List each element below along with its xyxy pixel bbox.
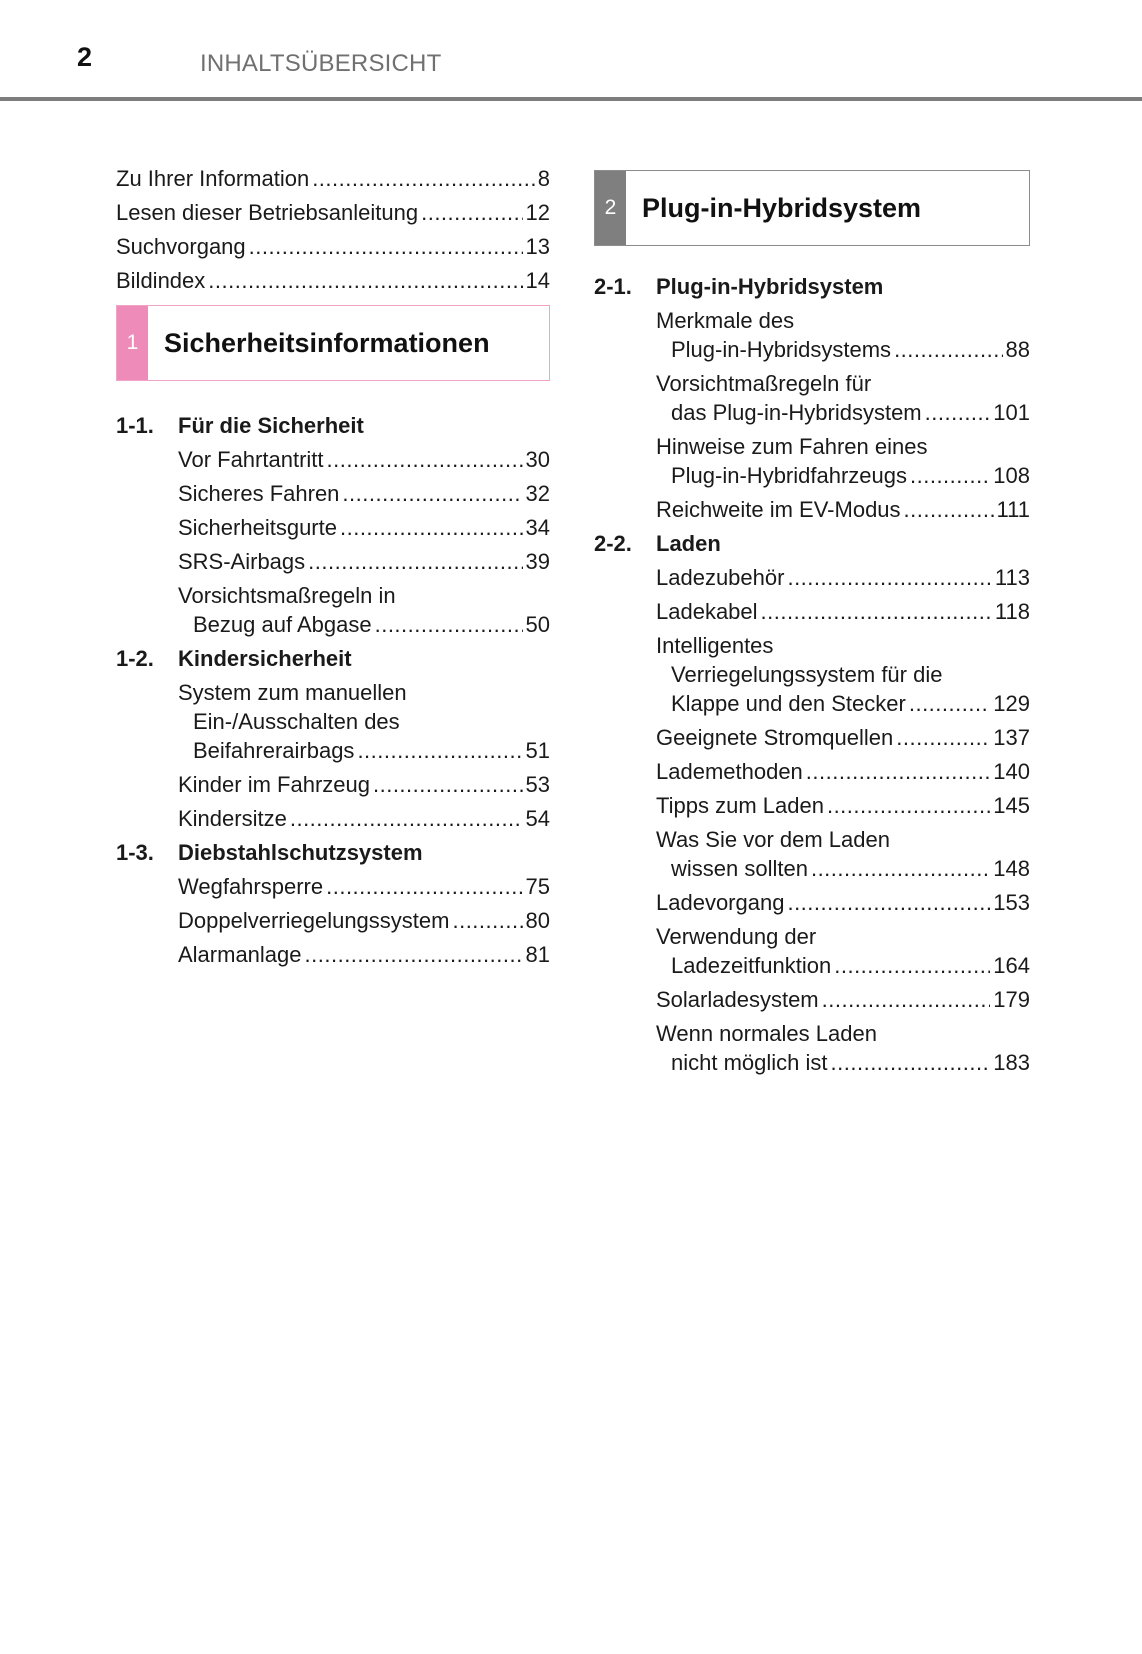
- dot-leader: [327, 445, 523, 474]
- toc-left-column: [116, 164, 550, 974]
- section-number: 2: [595, 171, 626, 245]
- page-header: [0, 0, 1142, 101]
- dot-leader: [373, 770, 523, 799]
- page-number: 2: [77, 42, 93, 72]
- entry-title: Ladezubehör: [656, 565, 785, 590]
- entry-title: Wegfahrsperre: [178, 874, 324, 899]
- entry-title: Ladevorgang: [656, 890, 785, 915]
- entry-page: 54: [525, 806, 550, 831]
- entry-title: Vor Fahrtantritt: [178, 447, 324, 472]
- toc-entry[interactable]: [178, 479, 550, 508]
- toc-entry-multiline[interactable]: [656, 432, 1030, 490]
- header-title: INHALTSÜBERSICHT: [200, 50, 442, 77]
- entry-page: 39: [525, 549, 550, 574]
- dot-leader: [831, 1048, 991, 1077]
- entry-title-line: Intelligentes: [656, 633, 774, 658]
- toc-entry[interactable]: [178, 804, 550, 833]
- entry-title: Alarmanlage: [178, 942, 302, 967]
- dot-leader: [342, 479, 522, 508]
- toc-entry[interactable]: [656, 723, 1030, 752]
- entry-title: Kindersitze: [178, 806, 287, 831]
- entry-page: 137: [993, 725, 1030, 750]
- entry-title-line: Wenn normales Laden: [656, 1021, 877, 1046]
- entry-page: 53: [525, 772, 550, 797]
- toc-entry[interactable]: [656, 495, 1030, 524]
- chapter-title: Diebstahlschutzsystem: [178, 840, 423, 865]
- entry-page: 12: [525, 200, 550, 225]
- dot-leader: [822, 985, 991, 1014]
- toc-entry[interactable]: [116, 164, 550, 193]
- entry-title: Solarladesystem: [656, 987, 819, 1012]
- entry-page: 88: [1005, 337, 1030, 362]
- entry-title: Reichweite im EV-Modus: [656, 497, 901, 522]
- dot-leader: [894, 335, 1002, 364]
- entry-title: Tipps zum Laden: [656, 793, 824, 818]
- toc-right-column: [594, 170, 1030, 1082]
- chapter-title: Kindersicherheit: [178, 646, 352, 671]
- entry-page: 75: [525, 874, 550, 899]
- dot-leader: [925, 398, 991, 427]
- toc-entry-multiline[interactable]: [178, 581, 550, 639]
- toc-entry[interactable]: [656, 985, 1030, 1014]
- toc-entry-multiline[interactable]: [656, 306, 1030, 364]
- dot-leader: [811, 854, 990, 883]
- entry-title-line: Ein-/Ausschalten des: [193, 709, 400, 734]
- chapter-number: 2-2.: [594, 531, 632, 556]
- entry-title: Sicherheitsgurte: [178, 515, 337, 540]
- chapter-heading[interactable]: [594, 529, 1030, 558]
- entry-title: Lesen dieser Betriebsanleitung: [116, 200, 419, 225]
- toc-entry-multiline[interactable]: [656, 825, 1030, 883]
- dot-leader: [340, 513, 523, 542]
- chapter-title: Plug-in-Hybridsystem: [656, 274, 884, 299]
- dot-leader: [326, 872, 522, 901]
- entry-page: 30: [525, 447, 550, 472]
- toc-entry[interactable]: [116, 266, 550, 295]
- entry-page: 140: [993, 759, 1030, 784]
- entry-title-line: Hinweise zum Fahren eines: [656, 434, 928, 459]
- toc-entry[interactable]: [178, 513, 550, 542]
- entry-title-line: Vorsichtsmaßregeln in: [178, 583, 396, 608]
- entry-page: 111: [996, 497, 1030, 522]
- entry-page: 32: [525, 481, 550, 506]
- entry-page: 80: [525, 908, 550, 933]
- section-title: Plug-in-Hybridsystem: [642, 192, 922, 223]
- entry-title-line: Vorsichtmaßregeln für: [656, 371, 872, 396]
- chapter-heading[interactable]: [116, 411, 550, 440]
- entry-title-line: Plug-in-Hybridfahrzeugs: [671, 463, 907, 488]
- toc-entry[interactable]: [656, 757, 1030, 786]
- entry-title: Geeignete Stromquellen: [656, 725, 894, 750]
- entry-page: 164: [993, 953, 1030, 978]
- dot-leader: [305, 940, 523, 969]
- dot-leader: [452, 906, 522, 935]
- entry-page: 13: [525, 234, 550, 259]
- entry-page: 145: [993, 793, 1030, 818]
- toc-entry-multiline[interactable]: [656, 922, 1030, 980]
- entry-title: Sicheres Fahren: [178, 481, 340, 506]
- entry-page: 183: [993, 1050, 1030, 1075]
- dot-leader: [827, 791, 990, 820]
- toc-entry[interactable]: [178, 906, 550, 935]
- entry-page: 113: [994, 565, 1030, 590]
- toc-entry-multiline[interactable]: [656, 631, 1030, 718]
- toc-entry-multiline[interactable]: [178, 678, 550, 765]
- entry-title: Kinder im Fahrzeug: [178, 772, 370, 797]
- dot-leader: [806, 757, 990, 786]
- dot-leader: [208, 266, 522, 295]
- toc-entry[interactable]: [178, 770, 550, 799]
- toc-entry[interactable]: [656, 791, 1030, 820]
- dot-leader: [834, 951, 990, 980]
- dot-leader: [312, 164, 535, 193]
- dot-leader: [909, 689, 990, 718]
- chapter-number: 1-3.: [116, 840, 154, 865]
- toc-entry[interactable]: [656, 888, 1030, 917]
- toc-entry[interactable]: [178, 547, 550, 576]
- dot-leader: [308, 547, 522, 576]
- section-2-heading[interactable]: [594, 170, 1030, 246]
- entry-page: 148: [993, 856, 1030, 881]
- toc-entry[interactable]: [178, 872, 550, 901]
- toc-entry[interactable]: [656, 597, 1030, 626]
- dot-leader: [787, 563, 991, 592]
- dot-leader: [787, 888, 990, 917]
- toc-entry[interactable]: [178, 940, 550, 969]
- entry-title-line: Ladezeitfunktion: [671, 953, 832, 978]
- entry-title-line: Was Sie vor dem Laden: [656, 827, 890, 852]
- dot-leader: [896, 723, 990, 752]
- entry-page: 179: [993, 987, 1030, 1012]
- entry-page: 129: [993, 691, 1030, 716]
- entry-page: 14: [525, 268, 550, 293]
- toc-entry[interactable]: [178, 445, 550, 474]
- toc-entry-multiline[interactable]: [656, 1019, 1030, 1077]
- entry-title-line: wissen sollten: [671, 856, 808, 881]
- entry-page: 34: [525, 515, 550, 540]
- dot-leader: [249, 232, 523, 261]
- entry-title-line: Beifahrerairbags: [193, 738, 355, 763]
- dot-leader: [904, 495, 994, 524]
- section-number: 1: [117, 306, 148, 380]
- entry-title: Ladekabel: [656, 599, 758, 624]
- entry-title-line: Merkmale des: [656, 308, 795, 333]
- toc-entry-multiline[interactable]: [656, 369, 1030, 427]
- entry-title-line: Verriegelungssystem für die: [671, 662, 943, 687]
- entry-title: Suchvorgang: [116, 234, 246, 259]
- entry-title: SRS-Airbags: [178, 549, 306, 574]
- dot-leader: [375, 610, 523, 639]
- entry-page: 51: [525, 738, 550, 763]
- toc-entry[interactable]: [116, 232, 550, 261]
- entry-page: 108: [993, 463, 1030, 488]
- entry-page: 101: [993, 400, 1030, 425]
- entry-title-line: Plug-in-Hybridsystems: [671, 337, 892, 362]
- chapter-heading[interactable]: [594, 272, 1030, 301]
- dot-leader: [357, 736, 522, 765]
- entry-title: Doppelverriegelungssystem: [178, 908, 450, 933]
- dot-leader: [421, 198, 522, 227]
- dot-leader: [761, 597, 992, 626]
- section-title: Sicherheitsinformationen: [164, 327, 490, 358]
- entry-title: Zu Ihrer Information: [116, 166, 310, 191]
- chapter-title: Laden: [656, 531, 721, 556]
- chapter-number: 1-1.: [116, 413, 154, 438]
- chapter-title: Für die Sicherheit: [178, 413, 364, 438]
- entry-page: 8: [537, 166, 550, 191]
- entry-page: 50: [525, 612, 550, 637]
- entry-title-line: nicht möglich ist: [671, 1050, 828, 1075]
- chapter-heading[interactable]: [116, 838, 550, 867]
- toc-entry[interactable]: [656, 563, 1030, 592]
- toc-entry[interactable]: [116, 198, 550, 227]
- entry-title-line: Klappe und den Stecker: [671, 691, 906, 716]
- entry-page: 81: [525, 942, 550, 967]
- dot-leader: [910, 461, 990, 490]
- entry-title-line: System zum manuellen: [178, 680, 407, 705]
- entry-title-line: Verwendung der: [656, 924, 817, 949]
- entry-title: Lademethoden: [656, 759, 803, 784]
- entry-page: 153: [993, 890, 1030, 915]
- section-1-heading[interactable]: [116, 305, 550, 381]
- chapter-number: 2-1.: [594, 274, 632, 299]
- entry-title: Bildindex: [116, 268, 206, 293]
- entry-page: 118: [994, 599, 1030, 624]
- entry-title-line: Bezug auf Abgase: [193, 612, 372, 637]
- chapter-number: 1-2.: [116, 646, 154, 671]
- entry-title-line: das Plug-in-Hybridsystem: [671, 400, 922, 425]
- dot-leader: [290, 804, 523, 833]
- chapter-heading[interactable]: [116, 644, 550, 673]
